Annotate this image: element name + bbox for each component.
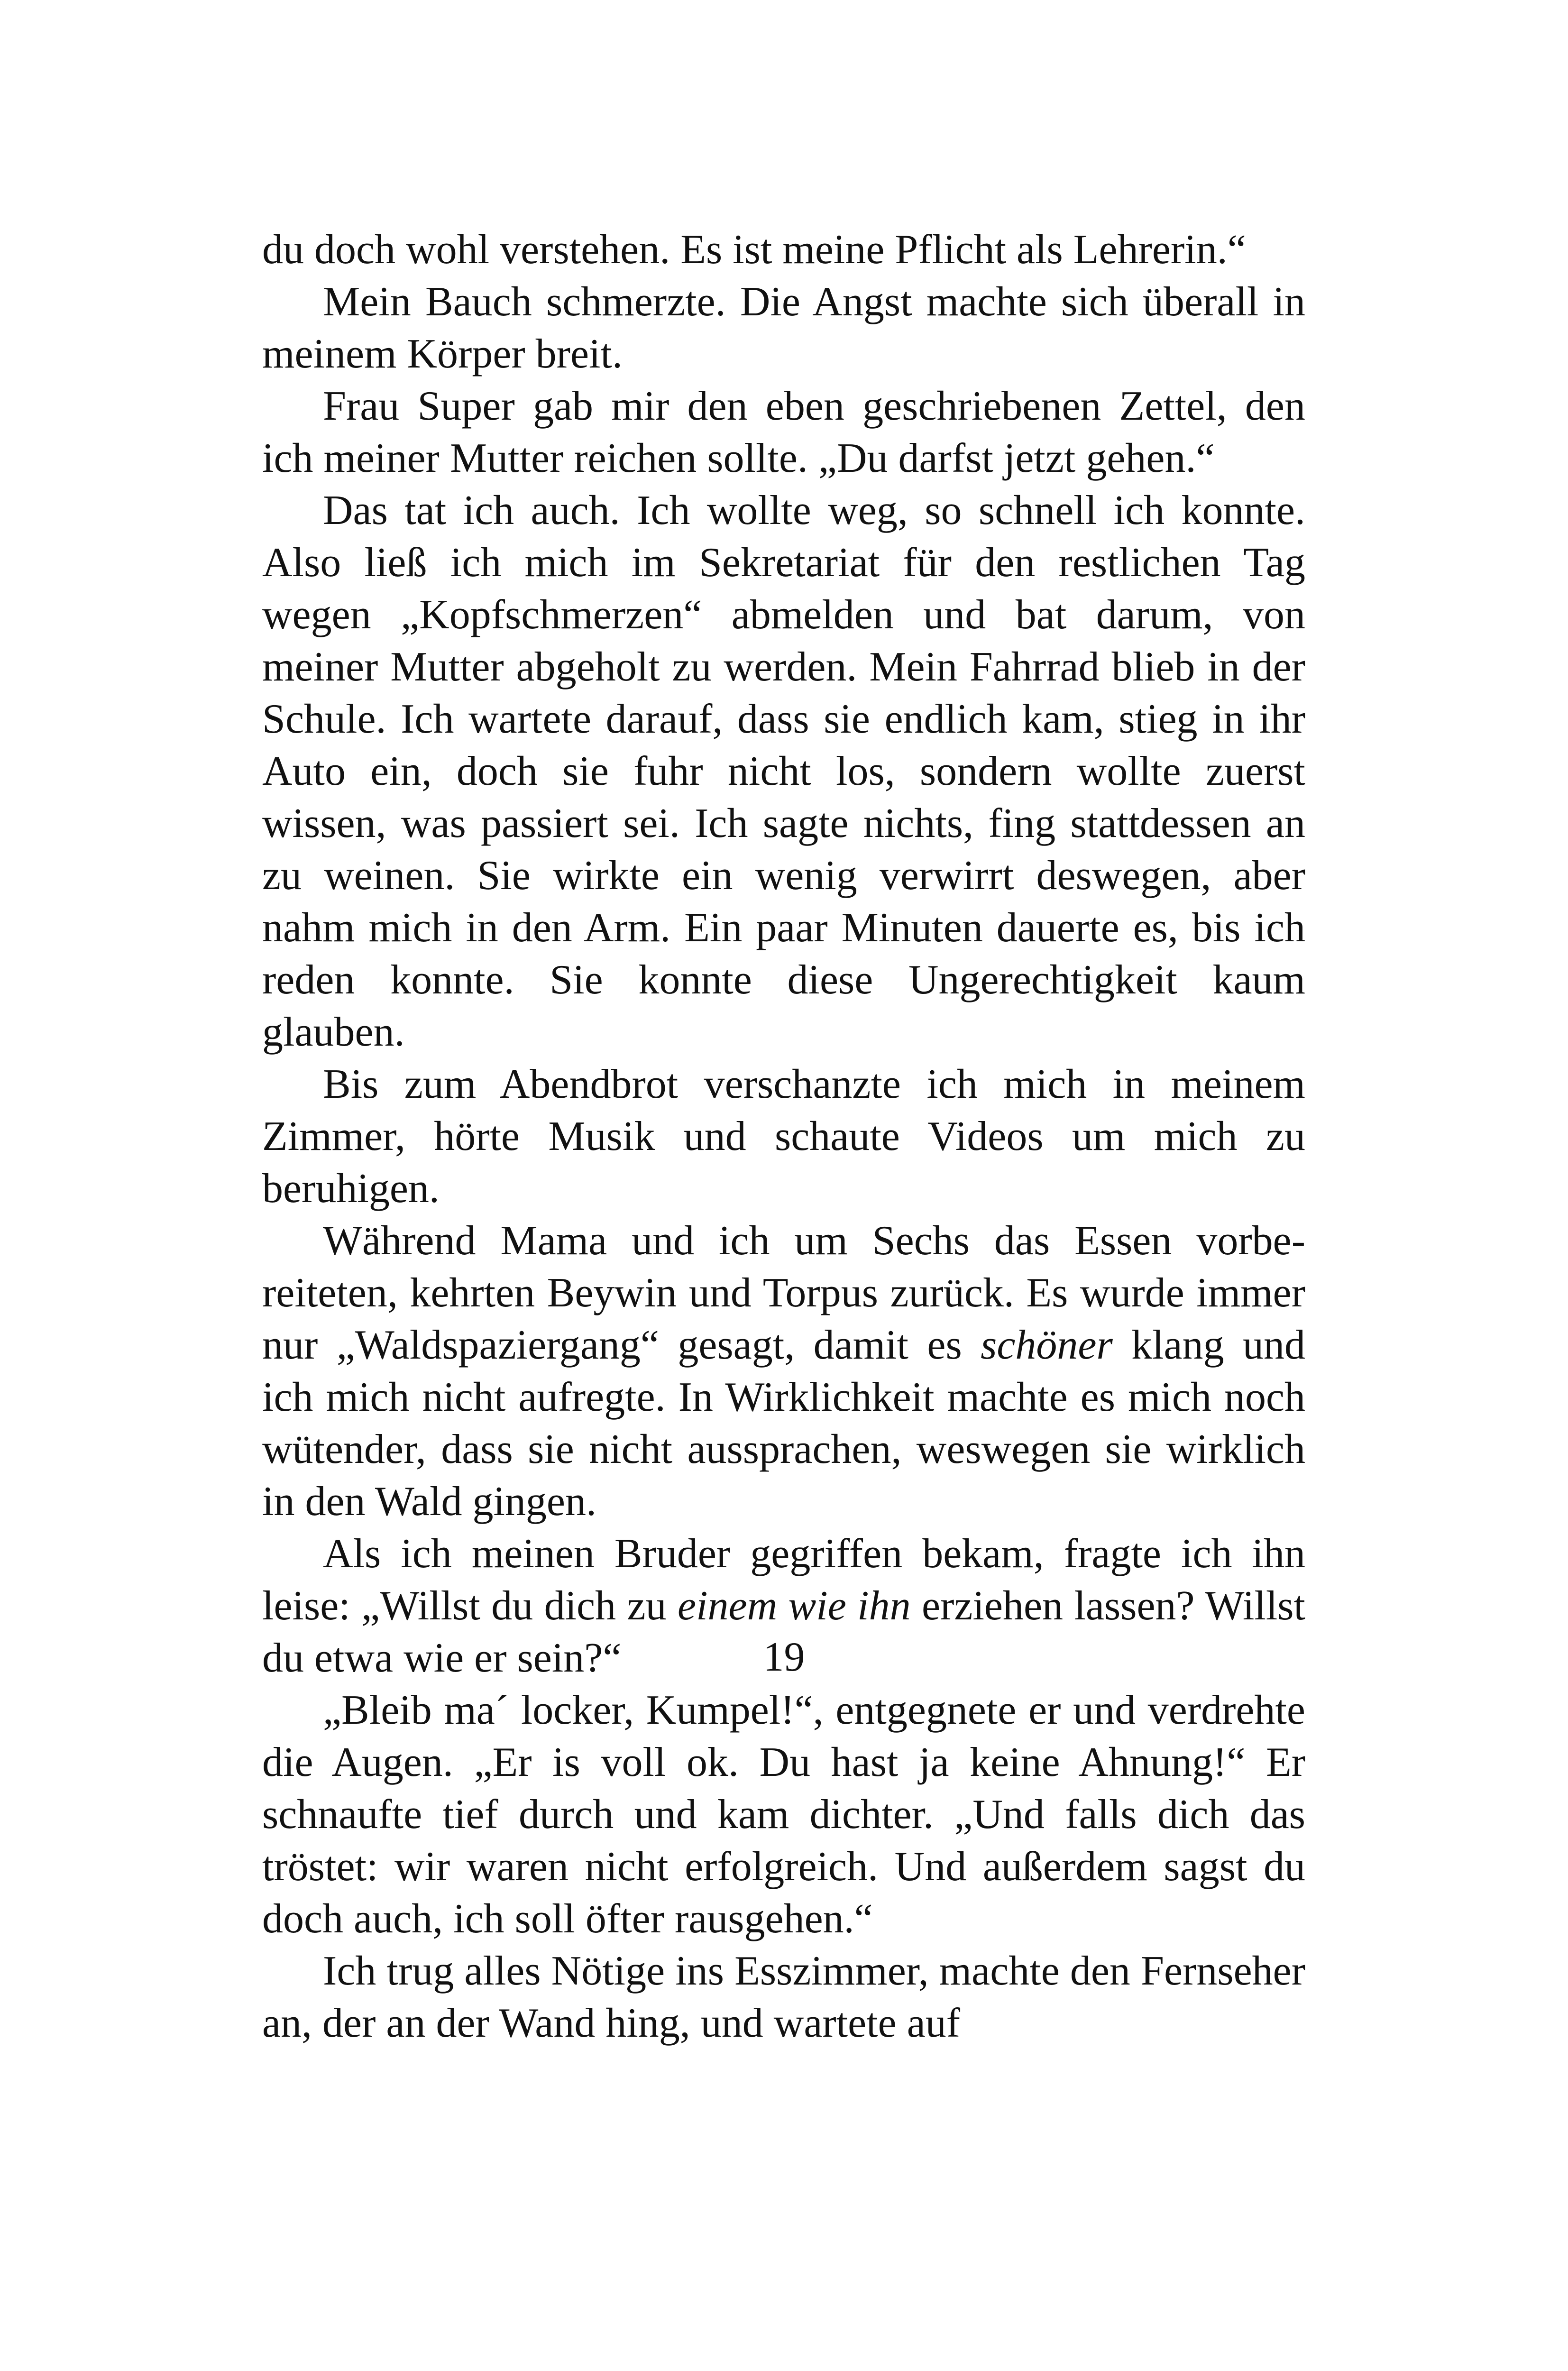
paragraph-7-text-b: erziehen lassen? Willst du etwa wie er sein?“ <box>262 1583 1305 1681</box>
paragraph-7-emphasis: einem wie ihn <box>678 1583 911 1629</box>
paragraph-5: Bis zum Abendbrot verschanzte ich mich in meinem Zimmer, hörte Musik und schaute Videos um mich zu beruhigen. <box>262 1061 1305 1212</box>
body-text <box>262 224 1305 2049</box>
paragraph-8: „Bleib ma´ locker, Kumpel!“, entgegnete er und verdrehte die Augen. „Er is voll ok. Du hast ja keine Ahnung!“ Er schnaufte tief durch und kam dichter. „Und falls dich das tröstet: wir waren nicht erfolgreich. Und außerdem sagst du doch auch, ich soll öfter rausgehen.“ <box>262 1687 1305 1942</box>
paragraph-3: Frau Super gab mir den eben geschriebenen Zettel, den ich meiner Mutter reichen sollte. „Du darfst jetzt gehen.“ <box>262 383 1305 481</box>
page-number: 19 <box>763 1634 805 1680</box>
paragraph-6-text-b: klang und ich mich nicht aufregte. In Wirklichkeit machte es mich noch wütender, dass sie nicht aussprachen, weswegen sie wirklich in den Wald gingen. <box>262 1322 1306 1525</box>
paragraph-6-emphasis: schöner <box>981 1322 1113 1368</box>
paragraph-6-text-a: Während Mama und ich um Sechs das Essen vorbereiteten, kehrten Beywin und Torpus zurück. Es wurde immer nur „Waldspaziergang“ gesagt, damit es <box>262 1218 1305 1368</box>
paragraph-7-text-a: Als ich meinen Bruder gegriffen bekam, fragte ich ihn leise: „Willst du dich zu <box>262 1531 1305 1629</box>
paragraph-2: Mein Bauch schmerzte. Die Angst machte sich überall in meinem Körper breit. <box>262 279 1305 377</box>
paragraph-1: du doch wohl verstehen. Es ist meine Pflicht als Lehrerin.“ <box>262 227 1246 273</box>
paragraph-9: Ich trug alles Nötige ins Esszimmer, machte den Fernseher an, der an der Wand hing, und wartete auf <box>262 1948 1305 2046</box>
paragraph-4: Das tat ich auch. Ich wollte weg, so schnell ich konnte. Also ließ ich mich im Sekretariat für den restlichen Tag wegen „Kopfschmerzen“ abmelden und bat darum, von meiner Mutter abgeholt zu werden. Mein Fahrrad blieb in der Schule. Ich wartete darauf, dass sie endlich kam, stieg in ihr Auto ein, doch sie fuhr nicht los, sondern wollte zuerst wissen, was passiert sei. Ich sagte nichts, fing stattdessen an zu weinen. Sie wirkte ein wenig verwirrt deswegen, aber nahm mich in den Arm. Ein paar Minuten dauerte es, bis ich reden konnte. Sie konnte diese Ungerechtigkeit kaum glauben. <box>262 487 1305 1055</box>
paragraph-6 <box>262 1215 1305 1528</box>
